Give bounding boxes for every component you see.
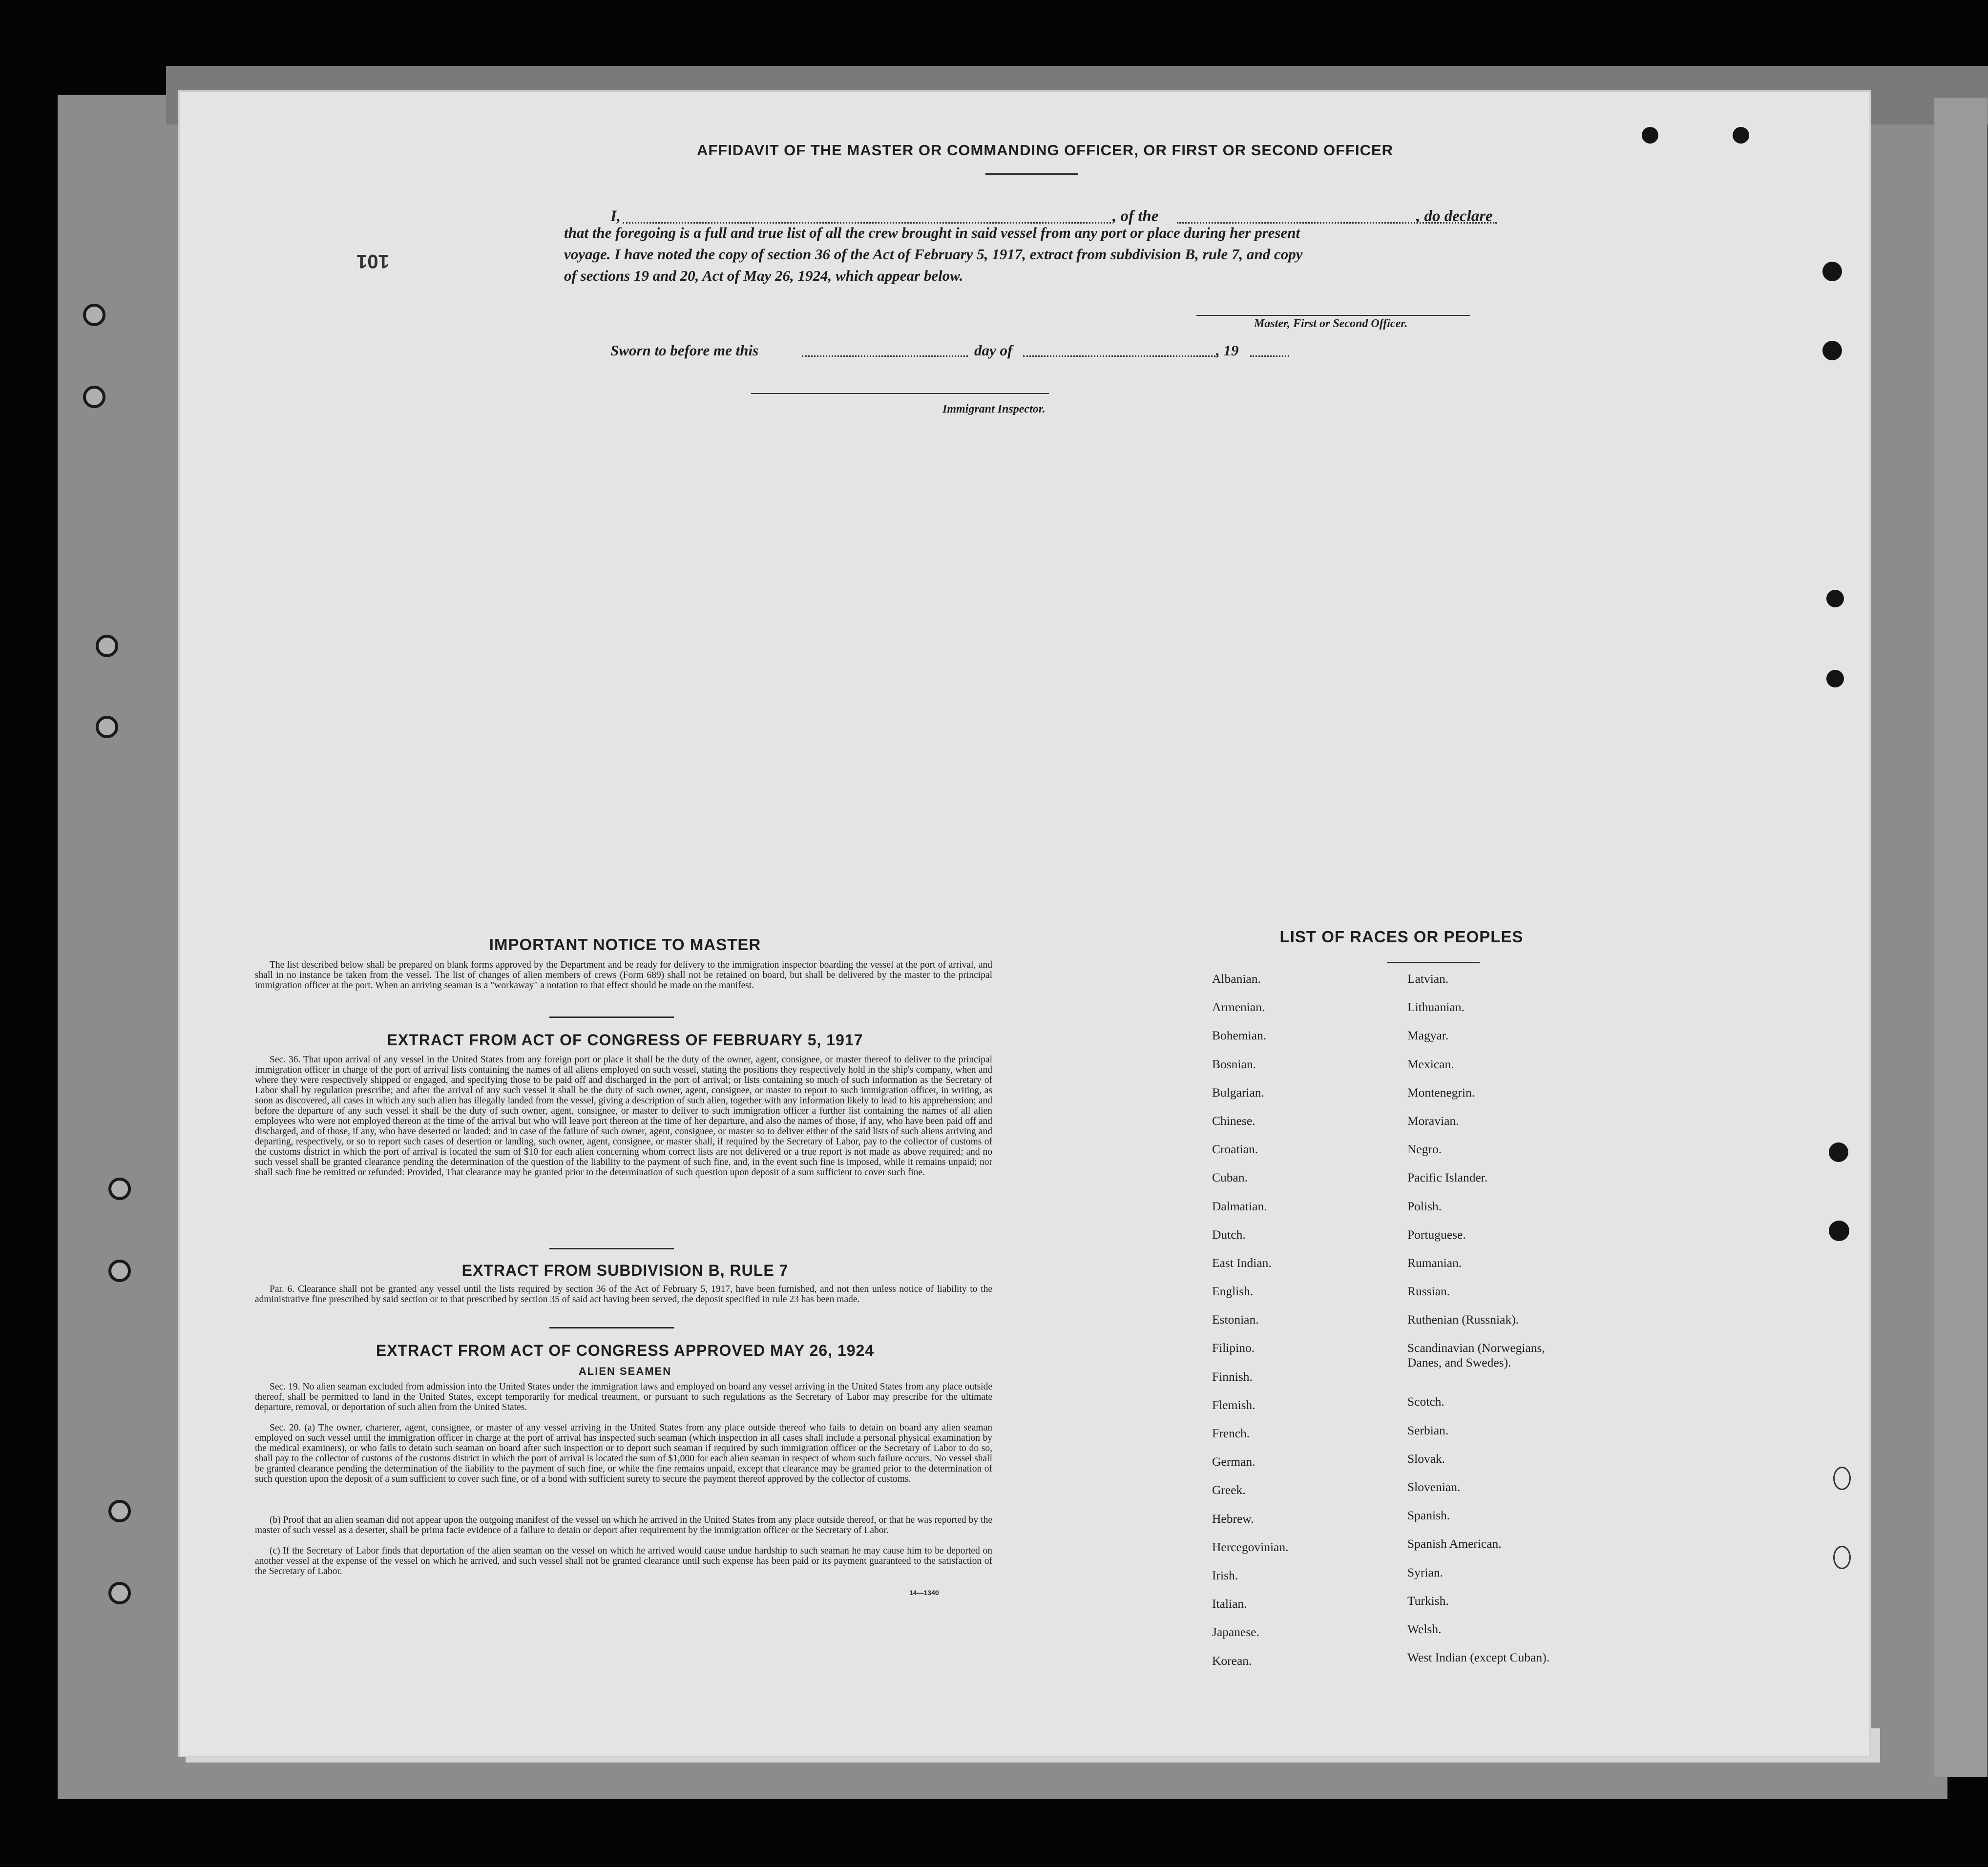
punch-hole: [1822, 341, 1842, 360]
sworn-month-field[interactable]: [1023, 355, 1218, 357]
race-item: Pacific Islander.: [1407, 1170, 1488, 1185]
section-divider: [549, 1248, 674, 1249]
punch-hole: [108, 1500, 131, 1522]
race-item: West Indian (except Cuban).: [1407, 1650, 1550, 1665]
form-number: 14—1340: [909, 1589, 939, 1597]
race-item: Bulgarian.: [1212, 1085, 1264, 1099]
affidavit-line-1: that the foregoing is a full and true list of all the crew brought in said vessel from any port or place during her present: [564, 224, 1300, 241]
bleed-through-heading: [498, 151, 505, 181]
race-item: Scotch.: [1407, 1394, 1444, 1409]
race-item: Dalmatian.: [1212, 1199, 1267, 1213]
race-item: Cuban.: [1212, 1170, 1248, 1185]
punch-hole: [83, 386, 105, 408]
race-item: English.: [1212, 1284, 1254, 1299]
race-item: Finnish.: [1212, 1369, 1253, 1384]
act-1924-title: EXTRACT FROM ACT OF CONGRESS APPROVED MAY 26, 1924: [376, 1342, 875, 1359]
race-item: Croatian.: [1212, 1142, 1258, 1157]
race-item: Latvian.: [1407, 972, 1449, 986]
race-item: East Indian.: [1212, 1255, 1272, 1270]
race-item: Spanish American.: [1407, 1536, 1502, 1551]
punch-hole: [1829, 1221, 1849, 1241]
act-1917-title: EXTRACT FROM ACT OF CONGRESS OF FEBRUARY 5, 1917: [387, 1031, 863, 1049]
punch-hole: [108, 1582, 131, 1604]
act-1924-sec20c: (c) If the Secretary of Labor finds that deportation of the alien seaman on the vessel on which he arrived would cause undue hardship to such seaman he may cause him to be deported on another vessel at the expense of the vessel on which he arrived, and such vessel shall not be granted clearance until such expense has been paid or its payment guaranteed to the satisfaction of the Secretary of Labor.: [255, 1546, 992, 1577]
race-item: Turkish.: [1407, 1593, 1449, 1608]
race-item: Albanian.: [1212, 972, 1261, 986]
race-item: Scandinavian (Norwegians,: [1407, 1341, 1545, 1355]
punch-hole: [1822, 262, 1842, 281]
race-item: Ruthenian (Russniak).: [1407, 1312, 1519, 1327]
race-item: Greek.: [1212, 1483, 1246, 1497]
race-item: Italian.: [1212, 1597, 1247, 1611]
affidavit-lead-of: , of the: [1112, 207, 1159, 225]
race-item: Korean.: [1212, 1653, 1252, 1668]
sworn-year-field[interactable]: [1250, 355, 1289, 357]
race-item: Bosnian.: [1212, 1057, 1256, 1071]
race-item: Negro.: [1407, 1142, 1442, 1157]
notice-text: The list described below shall be prepared on blank forms approved by the Department and be ready for delivery to the immigration inspector boarding the vessel at the port of arrival, and shall in no instance be taken from the vessel. The list of changes of alien members of crews (Form 689) shall not be retained on board, but shall be delivered by the master to the principal immigration officer at the port. When an arriving seaman is a "workaway" a notation to that effect should be made on the manifest.: [255, 960, 992, 991]
affidavit-line-3: of sections 19 and 20, Act of May 26, 1924, which appear below.: [564, 267, 963, 284]
sworn-label: Sworn to before me this: [610, 342, 759, 359]
race-item: Montenegrin.: [1407, 1085, 1475, 1099]
punch-hole: [108, 1260, 131, 1282]
punch-hole: [1733, 127, 1749, 144]
race-item: Armenian.: [1212, 1000, 1265, 1015]
race-item: Russian.: [1407, 1284, 1450, 1299]
races-right-column: [1407, 972, 1549, 1679]
officer-name-field[interactable]: [623, 222, 1111, 224]
affidavit-lead-declare: , do declare: [1416, 207, 1493, 225]
race-item: French.: [1212, 1426, 1250, 1440]
day-of-label: day of: [974, 342, 1013, 359]
year-label: , 19: [1216, 342, 1239, 359]
races-left-column: [1212, 972, 1288, 1682]
affidavit-lead-i: I,: [610, 207, 621, 225]
punch-hole: [96, 635, 118, 657]
race-item: Syrian.: [1407, 1565, 1443, 1579]
punch-hole: [1833, 1546, 1851, 1569]
inspector-signature-field[interactable]: [751, 393, 1049, 394]
rule7-title: EXTRACT FROM SUBDIVISION B, RULE 7: [461, 1262, 789, 1279]
race-item: Hercegovinian.: [1212, 1539, 1289, 1554]
race-item: Rumanian.: [1407, 1255, 1462, 1270]
affidavit-line-2: voyage. I have noted the copy of section 36 of the Act of February 5, 1917, extract from subdivision B, rule 7, and copy: [564, 246, 1303, 263]
affidavit-title-rule: [985, 173, 1078, 175]
notice-title: IMPORTANT NOTICE TO MASTER: [489, 935, 761, 954]
race-item: Flemish.: [1212, 1397, 1256, 1412]
punch-hole: [1826, 590, 1844, 607]
race-item: Slovak.: [1407, 1451, 1445, 1466]
race-item: Bohemian.: [1212, 1028, 1267, 1043]
stamp-number: 101: [356, 250, 389, 272]
race-item: Moravian.: [1407, 1113, 1459, 1128]
race-item: Mexican.: [1407, 1057, 1454, 1071]
master-signature-label: Master, First or Second Officer.: [1254, 317, 1408, 330]
races-title: LIST OF RACES OR PEOPLES: [1279, 928, 1524, 946]
race-item: German.: [1212, 1454, 1256, 1469]
punch-hole: [96, 716, 118, 738]
section-divider: [549, 1016, 674, 1018]
section-divider: [549, 1327, 674, 1328]
punch-hole: [83, 304, 105, 326]
inspector-label: Immigrant Inspector.: [942, 403, 1046, 415]
race-item: Slovenian.: [1407, 1480, 1461, 1494]
race-item: Lithuanian.: [1407, 1000, 1465, 1015]
sworn-line: [610, 342, 1294, 361]
master-signature-field[interactable]: [1196, 315, 1470, 316]
race-item: Japanese.: [1212, 1625, 1259, 1639]
act-1917-text: Sec. 36. That upon arrival of any vessel in the United States from any foreign port or place it shall be the duty of the owner, agent, consignee, or master thereof to deliver to the principal immigration officer in charge of the port of arrival lists containing the names of all aliens employed on such vessel, stating the positions they respectively hold in the ship's company, when and where they were respectively shipped or engaged, and specifying those to be paid off and discharged in the port of arrival; or lists containing so much of such information as the Secretary of Labor shall by regulation prescribe; and after the arrival of any such vessel it shall be the duty of such owner, agent, consignee, or master to report to such immigration officer, in writing, as soon as discovered, all cases in which any such alien has illegally landed from the vessel, giving a description of such alien, together with any information likely to lead to his apprehension; and before the departure of any such vessel it shall be the duty of such owner, agent, consignee, or master to deliver to such immigration officer a further list containing the names of all alien employees who were not employed thereon at the time of the arrival but who will leave port thereon at the time of her departure, and also the names of those, if any, who have been paid off and discharged, and of those, if any, who have deserted or landed; and in case of the failure of such owner, agent, consignee, or master so to deliver either of the said lists of such aliens arriving and departing, respectively, or so to report such cases of desertion or landing, such owner, agent, consignee, or master shall, if required by the Secretary of Labor, pay to the collector of customs of the customs district in which the port of arrival is located the sum of $10 for each alien concerning whom correct lists are not delivered or a true report is not made as above required; and no such vessel shall be granted clearance pending the determination of the question of the liability to the payment of such fine, and, in the event such fine is imposed, while it remains unpaid; nor shall such fine be remitted or refunded: Provided, That clearance may be granted prior to the determination of such question upon deposit of a sum sufficient to cover such fine.: [255, 1055, 992, 1178]
sworn-day-field[interactable]: [802, 355, 968, 357]
race-item: Chinese.: [1212, 1113, 1256, 1128]
punch-hole: [1829, 1142, 1848, 1162]
race-item: Spanish.: [1407, 1508, 1450, 1523]
race-item: Filipino.: [1212, 1341, 1255, 1355]
rule7-text: Par. 6. Clearance shall not be granted any vessel until the lists required by section 36 of the Act of February 5, 1917, have been furnished, and not then unless notice of liability to the administrative fine prescribed by said section or to that prescribed by section 35 of said act having been served, the deposit specified in rule 23 has been made.: [255, 1284, 992, 1305]
act-1924-sec20b: (b) Proof that an alien seaman did not appear upon the outgoing manifest of the vessel on which he arrived in the United States from any place outside thereof, or that he was reported by the master of such vessel as a deserter, shall be prima facie evidence of a failure to detain or deport after requirement by the immigration officer or the Secretary of Labor.: [255, 1515, 992, 1535]
race-item: Welsh.: [1407, 1621, 1442, 1636]
punch-hole: [1642, 127, 1658, 144]
race-item: Polish.: [1407, 1199, 1442, 1213]
act-1924-sec20a: Sec. 20. (a) The owner, charterer, agent, consignee, or master of any vessel arriving in the United States from any place outside thereof who fails to detain on board any alien seaman employed on such vessel until the immigration officer in charge at the port of arrival has inspected such seaman (which inspection in all cases shall include a personal physical examination by the medical examiners), or who fails to detain such seaman on board after such inspection or to deport such seaman if required by such immigration officer or the Secretary of Labor to do so, shall pay to the collector of customs of the customs district in which the port of arrival is located the sum of $1,000 for each alien seaman in respect of whom such failure occurs. No vessel shall be granted clearance pending the determination of the liability to the payment of such fine, or while the fine remains unpaid, except that clearance may be granted prior to the determination of such question upon the deposit of a sum sufficient to cover such fine, or of a bond with sufficient surety to secure the payment thereof approved by the collector of customs.: [255, 1423, 992, 1484]
race-item: Serbian.: [1407, 1423, 1449, 1437]
backing-board-right: [1934, 98, 1988, 1777]
race-item: Danes, and Swedes).: [1407, 1355, 1511, 1370]
race-item: Hebrew.: [1212, 1511, 1254, 1526]
races-title-rule: [1387, 962, 1480, 963]
race-item: Magyar.: [1407, 1028, 1449, 1043]
act-1924-sec19: Sec. 19. No alien seaman excluded from admission into the United States under the immigration laws and employed on board any vessel arriving in the United States from any place outside thereof, shall be permitted to land in the United States, except temporarily for medical treatment, or pursuant to such regulations as the Secretary of Labor may prescribe for the ultimate departure, removal, or deportation of such alien from the United States.: [255, 1382, 992, 1412]
race-item: Dutch.: [1212, 1227, 1246, 1242]
race-item: Portuguese.: [1407, 1227, 1466, 1242]
punch-hole: [108, 1178, 131, 1200]
punch-hole: [1826, 670, 1844, 687]
race-item: Irish.: [1212, 1568, 1238, 1582]
punch-hole: [1833, 1467, 1851, 1490]
affidavit-title: AFFIDAVIT OF THE MASTER OR COMMANDING OFFICER, OR FIRST OR SECOND OFFICER: [696, 142, 1394, 159]
act-1924-subtitle: ALIEN SEAMEN: [578, 1365, 672, 1377]
race-item: Estonian.: [1212, 1312, 1259, 1327]
